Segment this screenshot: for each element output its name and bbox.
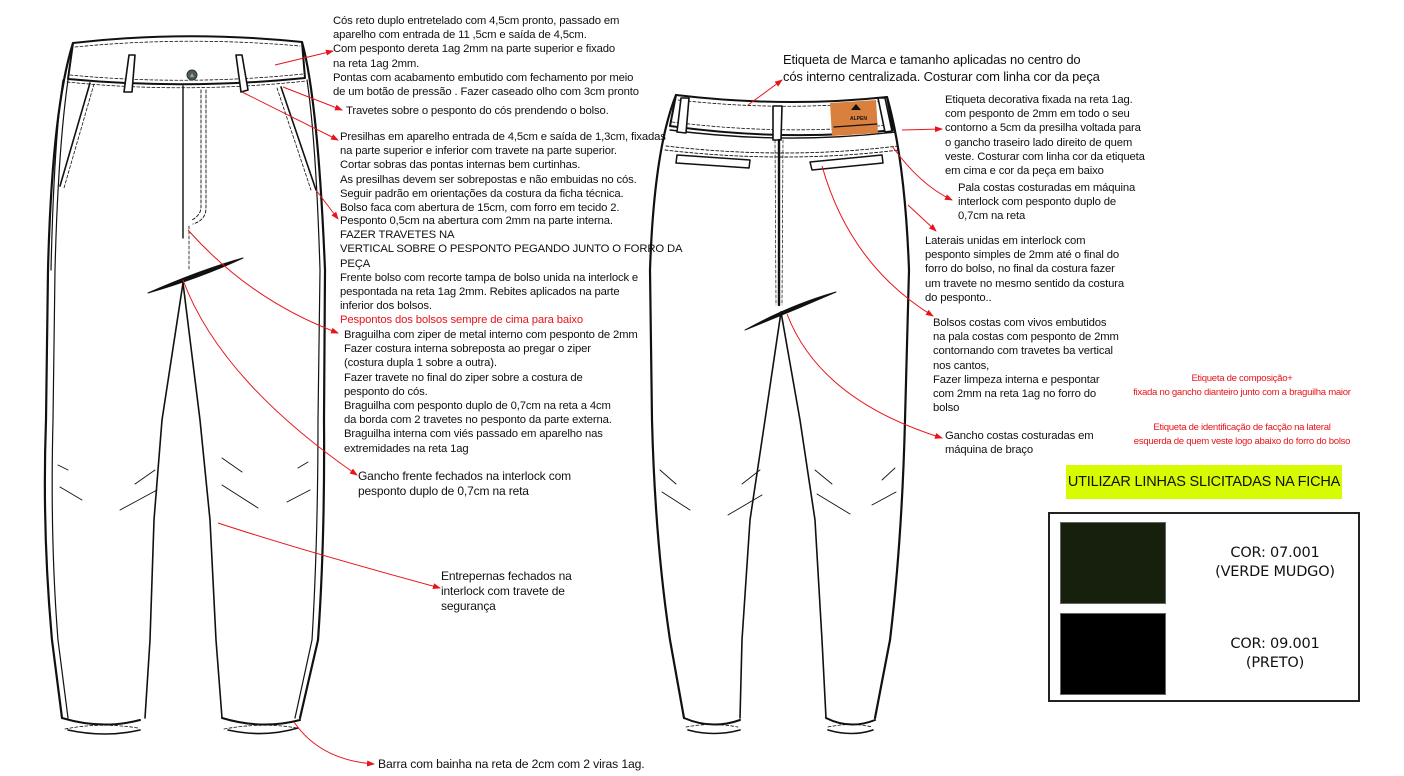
back-pocket-left (676, 155, 750, 168)
note-hem: Barra com bainha na reta de 2cm com 2 viras 1ag. (378, 757, 645, 771)
back-pants-drawing (650, 95, 909, 734)
leader-belt-loops (242, 92, 338, 140)
brand-label-patch (830, 100, 878, 136)
leader-inseam (218, 523, 440, 588)
note-composition-label: Etiqueta de composição+ fixada no gancho dianteiro junto com a braguilha maior (1133, 373, 1351, 398)
note-bartacks: Travetes sobre o pesponto do cós prendendo o bolso. (346, 105, 609, 117)
color-swatch-verde-musgo (1060, 522, 1166, 604)
note-back-pockets: Bolsos costas com vivos embutidos na pala costas com pesponto de 2mm contornando com travetes ba vertical nos cantos, Fazer limpeza interna e pespontar com 2mm na reta 1ag no forro do bolso (933, 317, 1119, 415)
note-yoke: Pala costas costuradas em máquina interlock com pesponto duplo de 0,7cm na reta (958, 182, 1136, 223)
leader-decorative-label (902, 129, 942, 130)
note-brand-label: Etiqueta de Marca e tamanho aplicadas no centro do cós interno centralizada. Costurar com linha cor da peça (783, 52, 1100, 84)
thread-color-table (1048, 512, 1360, 702)
leader-side-seam (908, 205, 936, 231)
note-front-crotch: Gancho frente fechados na interlock com pesponto duplo de 0,7cm na reta (358, 469, 571, 498)
note-back-crotch: Gancho costas costuradas em máquina de braço (945, 430, 1094, 457)
leader-back-pocket (822, 166, 933, 316)
leader-hem (294, 722, 374, 764)
pocket-warning: Pespontos dos bolsos sempre de cima para baixo (340, 314, 584, 327)
leader-pocket-stitch (188, 230, 338, 333)
thread-banner: UTILIZAR LINHAS SLICITADAS NA FICHA (1066, 465, 1342, 499)
note-waistband: Cós reto duplo entretelado com 4,5cm pronto, passado em aparelho com entrada de 11 ,5cm e saída de 4,5cm. Com pesponto dereta 1ag 2mm na parte superior e fixado na reta 1ag 2mm. Pontas com acabamento embutido com fechamento por meio de um botão de pressão . Fazer caseado olho com 3cm pronto (333, 15, 639, 99)
note-identification-label: Etiqueta de identificação de facção na lateral esquerda de quem veste logo abaixo do forro do bolso (1133, 422, 1351, 447)
note-decorative-label: Etiqueta decorativa fixada na reta 1ag. com pesponto de 2mm em todo o seu contorno a 5cm da presilha voltada para o gancho traseiro lado direito de quem veste. Costurar com linha cor da etiqueta em cima e cor da peça em baixo (945, 94, 1145, 178)
thread-color-row (1060, 522, 1350, 604)
note-fly: Braguilha com ziper de metal interno com pesponto de 2mm Fazer costura interna sobreposta ao pregar o ziper (costura dupla 1 sobre a outra). Fazer travete no final do ziper sobre a costura de pesponto do cós. Braguilha com pesponto duplo de 0,7cm na reta a 4cm da borda com 2 travetes no pesponto da parte externa. Braguilha interna com viés passado em aparelho nas extremidades na reta 1ag (344, 329, 638, 455)
leader-back-crotch (787, 314, 942, 438)
color-label: COR: 09.001 (PRETO) (1230, 636, 1320, 671)
back-pocket-right (810, 155, 883, 170)
color-label: COR: 07.001 (VERDE MUDGO) (1215, 545, 1335, 580)
note-pocket: Pesponto 0,5cm na abertura com 2mm na parte interna. FAZER TRAVETES NA VERTICAL SOBRE O PESPONTO PEGANDO JUNTO O FORRO DA PEÇA Frente bolso com recorte tampa de bolso unida na interlock e pespontada na reta 1ag 2mm. Rebites aplicados na parte inferior dos bolsos. Pespontos dos bolsos sempre de cima para baixo (340, 215, 683, 327)
note-side-seams: Laterais unidas em interlock com pesponto simples de 2mm até o final do forro do bolso, no final da costura fazer um travete no mesmo sentido da costura do pesponto.. (925, 235, 1125, 304)
note-belt-loops: Presilhas em aparelho entrada de 4,5cm e saída de 1,3cm, fixadas na parte superior e inferior com travete na parte superior. Cortar sobras das pontas internas bem curtinhas. As presilhas devem ser sobrepostas e não embuidas no cós. Seguir padrão em orientações da costura da ficha técnica. Bolso faca com abertura de 15cm, com forro em tecido 2. (340, 131, 666, 215)
note-inseam: Entrepernas fechados na interlock com travete de segurança (441, 569, 572, 613)
color-swatch-preto (1060, 613, 1166, 695)
brand-label-text: ALPEN (850, 116, 867, 122)
leader-pocket (316, 190, 338, 219)
thread-color-row (1060, 613, 1350, 695)
front-pants-drawing (45, 36, 325, 734)
leader-fly (183, 280, 357, 475)
